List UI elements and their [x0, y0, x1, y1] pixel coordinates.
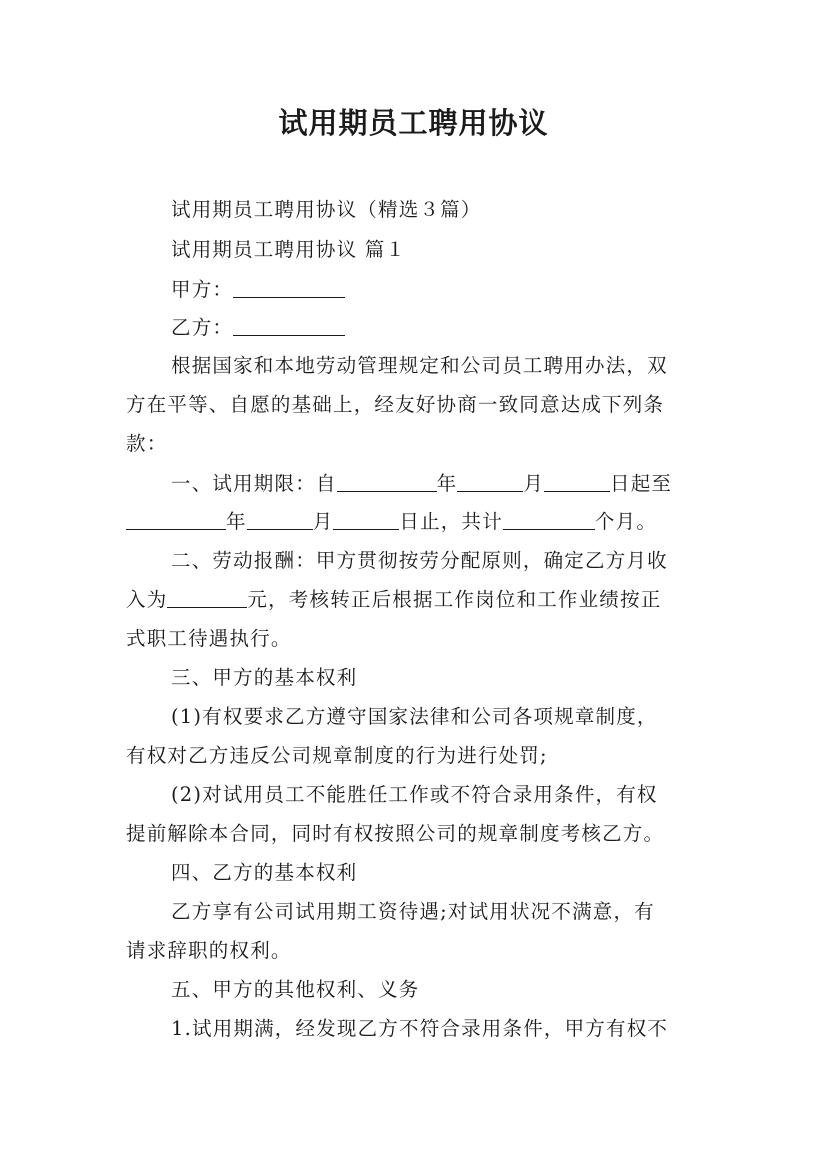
fill-blank — [247, 509, 313, 530]
paragraph-line: 方在平等、自愿的基础上，经友好协商一致同意达成下列条 — [126, 393, 665, 416]
paragraph-line: 式职工待遇执行。 — [126, 627, 292, 650]
party-a-line: 甲方： — [171, 276, 761, 304]
section-heading: 试用期员工聘用协议 篇１ — [171, 238, 407, 261]
fill-blank — [337, 471, 437, 492]
document-title: 试用期员工聘用协议 — [278, 106, 549, 140]
paragraph-line: (2)对试用员工不能胜任工作或不符合录用条件，有权 — [171, 783, 658, 806]
fill-blank — [544, 471, 610, 492]
section-heading: 五、甲方的其他权利、义务 — [171, 978, 420, 1001]
paragraph-line: 款： — [126, 432, 168, 455]
fill-blank — [167, 587, 247, 608]
paragraph-line: 二、劳动报酬：甲方贯彻按劳分配原则，确定乙方月收 — [171, 549, 668, 572]
paragraph-line: (1)有权要求乙方遵守国家法律和公司各项规章制度， — [171, 705, 658, 728]
party-a-blank — [233, 277, 345, 298]
term-line: 年 月 日止，共计 个月。 — [126, 508, 716, 536]
term-line: 一、试用期限：自 年 月 日起至 — [171, 472, 673, 495]
paragraph-line: 提前解除本合同，同时有权按照公司的规章制度考核乙方。 — [126, 822, 665, 845]
paragraph-line: 乙方享有公司试用期工资待遇;对试用状况不满意，有 — [171, 900, 655, 923]
fill-blank — [503, 509, 595, 530]
paragraph-line: 入为 元，考核转正后根据工作岗位和工作业绩按正 — [126, 588, 662, 611]
paragraph-line: 1.试用期满，经发现乙方不符合录用条件，甲方有权不 — [171, 1017, 669, 1040]
fill-blank — [457, 471, 523, 492]
paragraph-line: 请求辞职的权利。 — [126, 939, 292, 962]
paragraph-line: 有权对乙方违反公司规章制度的行为进行处罚; — [126, 744, 548, 767]
fill-blank — [333, 509, 399, 530]
section-heading: 三、甲方的基本权利 — [171, 666, 358, 689]
paragraph-line: 根据国家和本地劳动管理规定和公司员工聘用办法，双 — [171, 354, 668, 377]
party-b-line: 乙方： — [171, 314, 761, 342]
party-b-blank — [233, 315, 345, 336]
fill-blank — [126, 509, 226, 530]
subtitle: 试用期员工聘用协议（精选３篇） — [171, 198, 482, 221]
section-heading: 四、乙方的基本权利 — [171, 861, 358, 884]
